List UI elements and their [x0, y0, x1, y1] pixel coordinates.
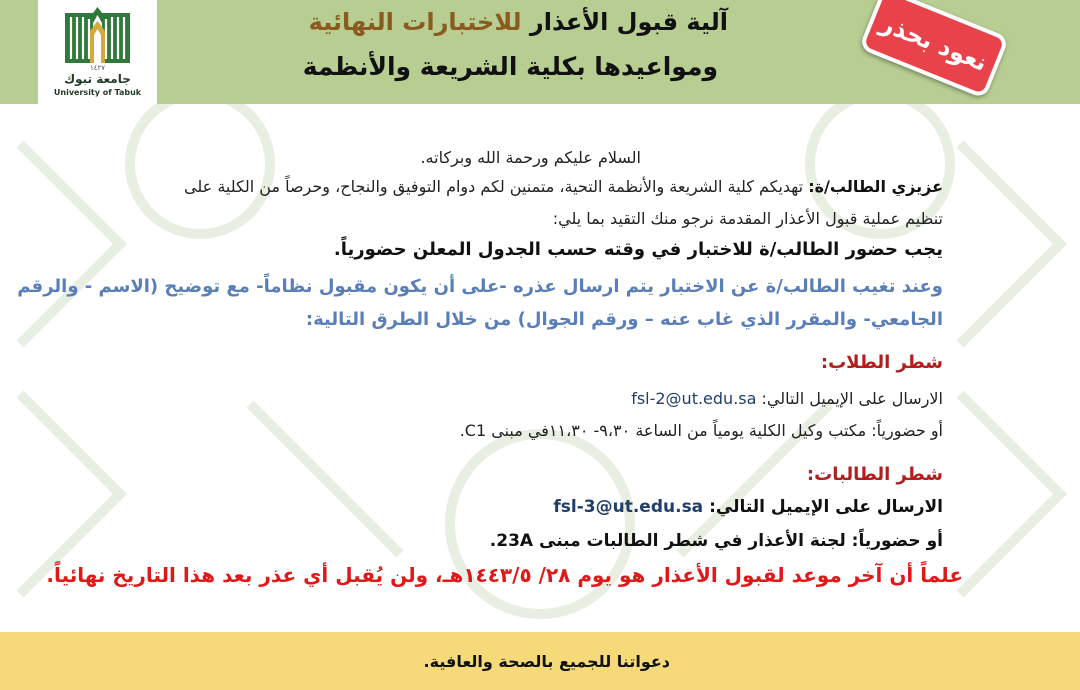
male-email-line: [631, 389, 943, 408]
male-email-link[interactable]: fsl-2@ut.edu.sa: [631, 389, 757, 408]
male-section-heading: شطر الطلاب:: [820, 352, 943, 373]
salutation: عزيزي الطالب/ة:: [808, 177, 943, 196]
university-logo-emblem: [60, 5, 135, 65]
greeting: السلام عليكم ورحمة الله وبركاته.: [420, 148, 641, 167]
intro-paragraph-line2: تنظيم عملية قبول الأعذار المقدمة نرجو منك التقيد بما يلي:: [552, 209, 943, 228]
intro-text-1: تهديكم كلية الشريعة والأنظمة التحية، متمنين لكم دوام التوفيق والنجاح، وحرصاً من الكلية على: [184, 177, 809, 196]
header-banner: [0, 0, 1080, 104]
page-title-line1: [309, 8, 728, 36]
female-email-line: [553, 497, 943, 517]
footer-banner: [0, 632, 1080, 690]
title-main: آلية قبول الأعذار: [529, 8, 728, 36]
female-email-link[interactable]: fsl-3@ut.edu.sa: [553, 497, 704, 517]
male-visit-info: أو حضورياً: مكتب وكيل الكلية يومياً من الساعة ٩،٣٠- ١١،٣٠في مبنى C1.: [459, 421, 943, 440]
title-highlight: للاختبارات النهائية: [308, 8, 522, 36]
return-carefully-stamp: نعود بحذر: [859, 0, 1010, 99]
absence-instructions-line1: وعند تغيب الطالب/ة عن الاختبار يتم ارسال عذره -على أن يكون مقبول نظاماً- مع توضيح (الاسم - والرقم: [17, 276, 943, 297]
female-section-heading: شطر الطالبات:: [806, 464, 943, 485]
attendance-note: يجب حضور الطالب/ة للاختبار في وقته حسب الجدول المعلن حضورياً.: [333, 239, 943, 260]
university-logo: [38, 0, 157, 104]
female-visit-info: أو حضورياً: لجنة الأعذار في شطر الطالبات مبنى 23A.: [489, 531, 943, 551]
footer-wishes: دعواتنا للجميع بالصحة والعافية.: [423, 652, 670, 671]
absence-instructions-line2: الجامعي- والمقرر الذي غاب عنه – ورقم الجوال) من خلال الطرق التالية:: [305, 309, 943, 330]
female-email-label: الارسال على الإيميل التالي:: [703, 497, 943, 517]
logo-name-english: University of Tabuk: [53, 88, 142, 97]
intro-paragraph-line1: [184, 177, 943, 196]
page-title-line2: ومواعيدها بكلية الشريعة والأنظمة: [302, 52, 718, 81]
logo-year: ١٤٢٧: [89, 64, 106, 72]
male-email-label: الارسال على الإيميل التالي:: [756, 389, 943, 408]
logo-name-arabic: جامعة تبوك: [64, 72, 131, 86]
deadline-notice: علماً أن آخر موعد لقبول الأعذار هو يوم ٢٨/ ١٤٤٣/٥هـ، ولن يُقبل أي عذر بعد هذا التاريخ نهائياً.: [46, 563, 963, 587]
